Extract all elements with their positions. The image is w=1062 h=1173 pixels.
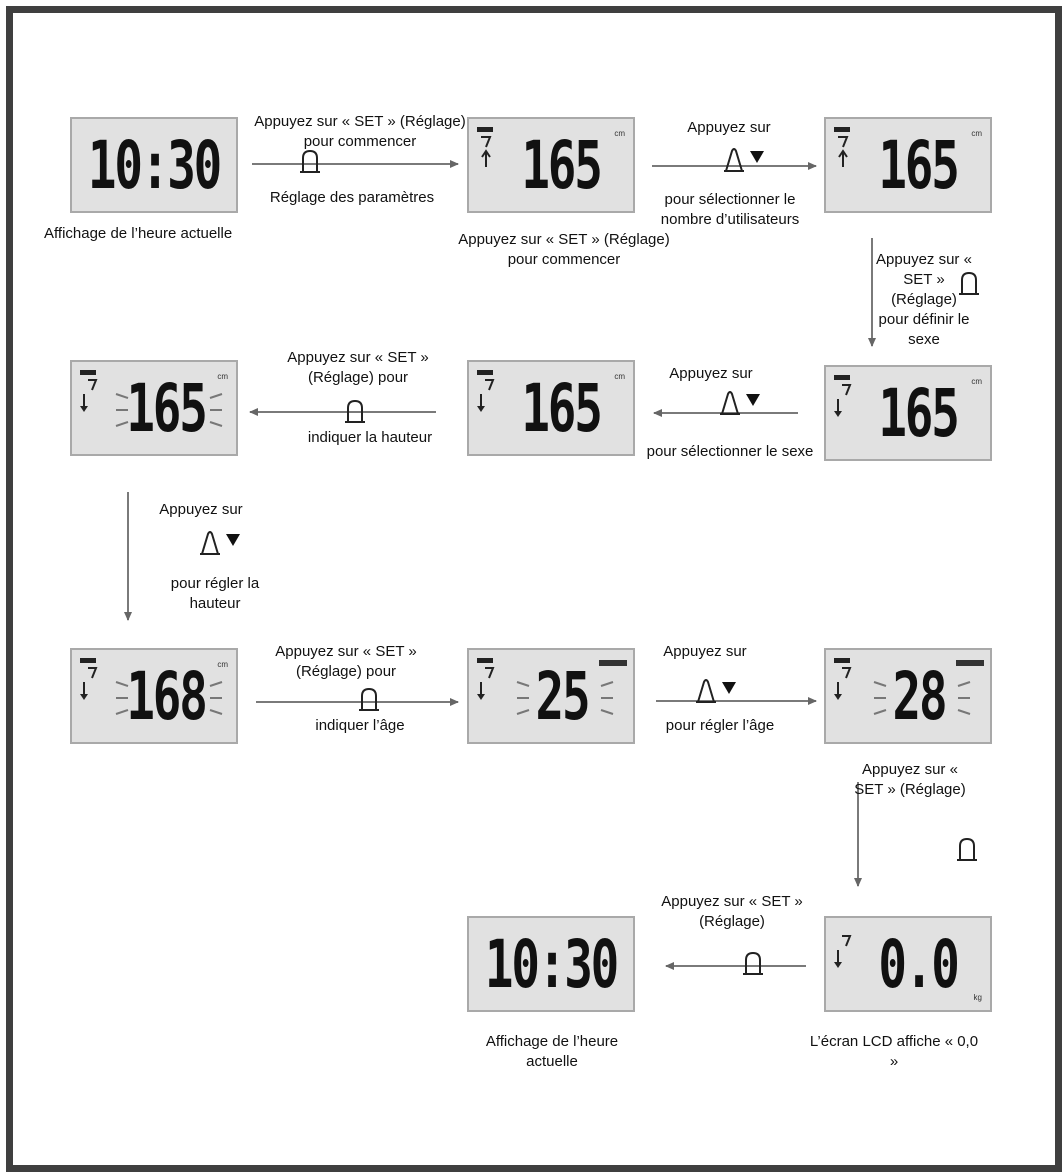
screen11-caption: Affichage de l’heure actuelle: [485, 1033, 619, 1070]
step3-instruction: Appuyez sur « SET » (Réglage) pour définir le sexe: [876, 251, 972, 348]
set-button-icon: [954, 836, 980, 862]
lcd-digits: 168: [126, 657, 206, 735]
screen1-caption: Affichage de l’heure actuelle: [44, 225, 233, 242]
screen10-caption: L’écran LCD affiche « 0,0 »: [809, 1033, 979, 1070]
step1-caption: Réglage des paramètres: [269, 189, 435, 206]
step8-instruction: Appuyez sur: [663, 643, 747, 660]
up-down-button-icon: [718, 388, 766, 416]
set-button-icon: [740, 950, 766, 976]
screen2-caption: Appuyez sur « SET » (Réglage) pour commencer: [458, 231, 670, 268]
lcd-unit: cm: [971, 377, 982, 386]
step2-caption: pour sélectionner le nombre d’utilisateurs: [660, 191, 800, 228]
lcd-digits: 165: [878, 374, 958, 452]
step10-instruction: Appuyez sur « SET » (Réglage): [661, 893, 803, 930]
step5-caption: indiquer la hauteur: [307, 429, 433, 446]
lcd-unit: cm: [614, 129, 625, 138]
lcd-digits: 10:30: [484, 925, 618, 1003]
step6-instruction: Appuyez sur: [159, 501, 243, 518]
lcd-unit: kg: [973, 993, 982, 1002]
lcd-digits: 165: [521, 126, 601, 204]
lcd-digits: 165: [521, 369, 601, 447]
lcd-digits: 0.0: [878, 925, 958, 1003]
lcd-digits: 165: [878, 126, 958, 204]
step4-instruction: Appuyez sur: [669, 365, 753, 382]
lcd-digits: 165: [126, 369, 206, 447]
lcd-digits: 10:30: [87, 126, 221, 204]
step7-caption: indiquer l’âge: [315, 717, 405, 734]
step9-instruction: Appuyez sur « SET » (Réglage): [854, 761, 966, 798]
lcd-digits: 28: [892, 657, 946, 735]
step1-instruction: Appuyez sur « SET » (Réglage) pour commencer: [254, 113, 466, 150]
set-button-icon: [356, 686, 382, 712]
step2-instruction: Appuyez sur: [687, 119, 771, 136]
up-down-button-icon: [722, 145, 770, 173]
step7-instruction: Appuyez sur « SET » (Réglage) pour: [275, 643, 417, 680]
lcd-digits: 25: [535, 657, 589, 735]
lcd-unit: cm: [217, 660, 228, 669]
step8-caption: pour régler l’âge: [665, 717, 775, 734]
lcd-unit: cm: [217, 372, 228, 381]
step4-caption: pour sélectionner le sexe: [646, 443, 814, 460]
lcd-unit: cm: [971, 129, 982, 138]
up-down-button-icon: [198, 528, 246, 556]
up-down-button-icon: [694, 676, 742, 704]
set-button-icon: [342, 398, 368, 424]
lcd-unit: cm: [614, 372, 625, 381]
step6-caption: pour régler la hauteur: [170, 575, 260, 612]
step5-instruction: Appuyez sur « SET » (Réglage) pour: [287, 349, 429, 386]
